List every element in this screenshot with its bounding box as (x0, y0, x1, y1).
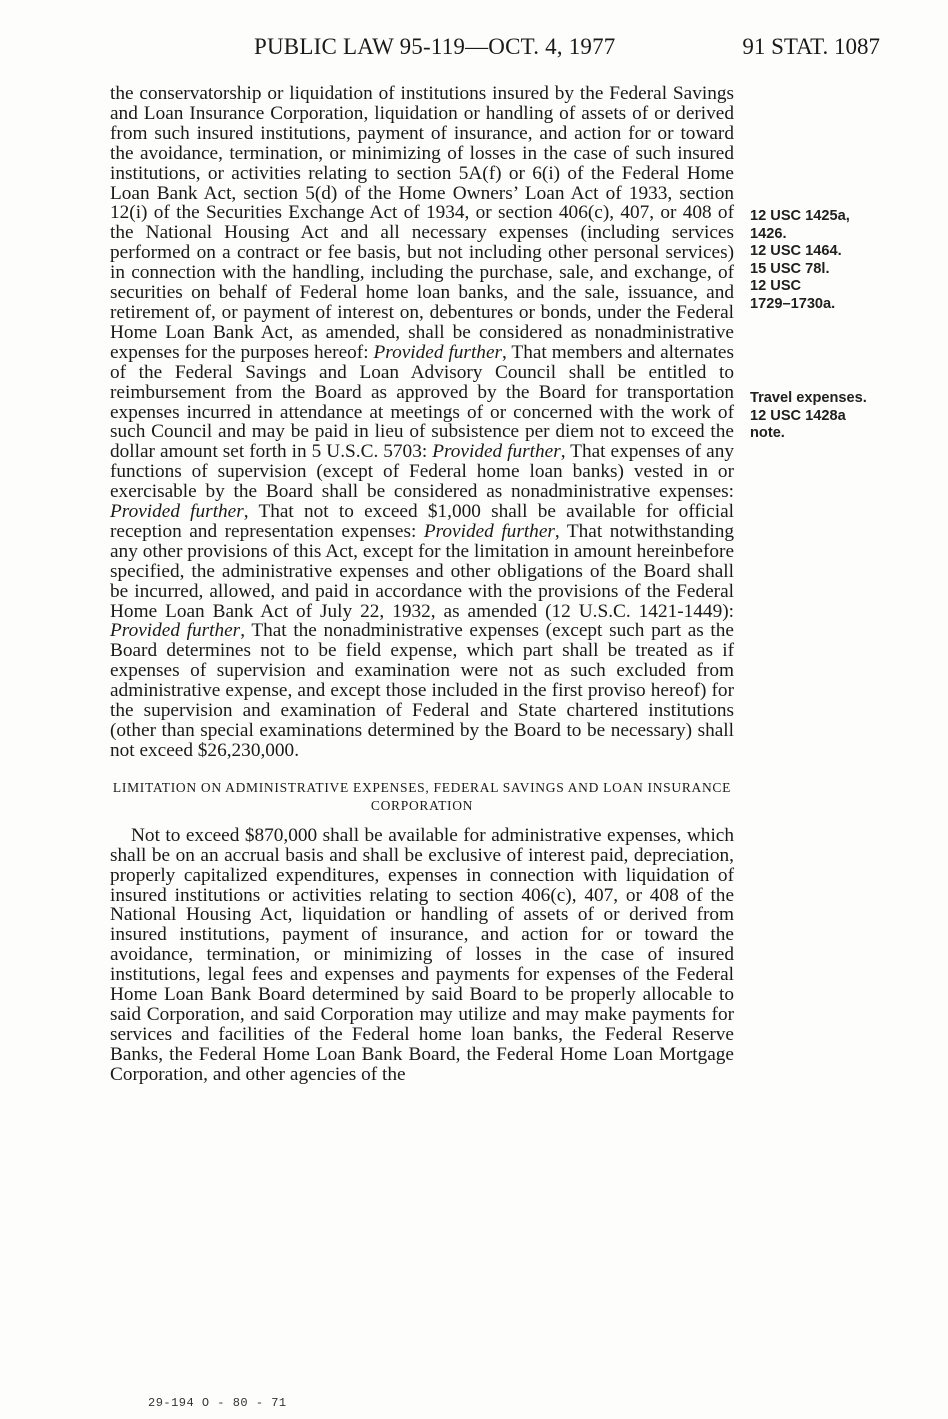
margin-note-line: 12 USC (750, 278, 802, 294)
text-run: , That the nonadministrative expenses (except such part as the Board determines not to be field expense, which part shall be treated as if expenses of supervision and examination were not as such excluded from administrative expense, and except those included in the first proviso hereof) for the supervision and examination of Federal and State chartered institutions (other than special examinations determined by the Board to be necessary) shall not exceed $26,230,000. (110, 620, 734, 761)
proviso-phrase: Provided further (373, 341, 502, 363)
text-run: , That notwithstanding any other provisions of this Act, except for the limitation in amount hereinbefore specified, the administrative expenses and other obligations of the Board shall be incurred, allowed, and paid in accordance with the provisions of the Federal Home Loan Bank Act of July 22, 1932, as amended (12 U.S.C. 1421-1449): (110, 520, 734, 622)
page-header-title: PUBLIC LAW 95-119—OCT. 4, 1977 (254, 34, 616, 59)
margin-note-line: 1426. (750, 225, 787, 242)
section-heading: LIMITATION ON ADMINISTRATIVE EXPENSES, FEDERAL SAVINGS AND LOAN INSURANCE CORPORATION (112, 779, 732, 813)
text-run: , That members and alternates of the Federal Savings and Loan Advisory Council shall be entitled to reimbursement from the Board as approved by the Board for transportation expenses incurred in attendance at meetings of or concerned with the work of such Council and may be paid in lieu of subsistence per diem not to exceed the dollar amount set forth in 5 U.S.C. 5703: (110, 341, 734, 463)
margin-note-line: 12 USC 1464. (750, 243, 842, 259)
text-run: the conservatorship or liquidation of institutions insured by the Federal Savings and Loan Insurance Corporation, liquidation or handling of assets of or derived from such insured institutions, payment of insurance, and action for or toward the avoidance, termination, or minimizing of losses in the case of such insured institutions, or activities relating to section 5A(f) or 6(i) of the Federal Home Loan Bank Act, section 5(d) of the Home Owners’ Loan Act of 1933, section 12(i) of the Securities Exchange Act of 1934, or section 406(c), 407, or 408 of the National Housing Act and all necessary expenses (including services performed on a contract or fee basis, but not including other personal services) in connection with the handling, including the purchase, sale, and exchange, of securities on behalf of Federal home loan banks, and the sale, issuance, and retirement of, or payment of interest on, debentures or bonds, under the Federal Home Loan Bank Act, as amended, shall be considered as nonadministrative expenses for the purposes hereof: (110, 83, 734, 363)
text-run: , That not to exceed $1,000 shall be available for official reception and representation expenses: (110, 501, 734, 542)
proviso-phrase: Provided further (110, 501, 244, 523)
margin-note-line: 15 USC 78l. (750, 260, 830, 277)
proviso-phrase: Provided further (110, 620, 241, 642)
margin-note-line: Travel expenses. (750, 390, 867, 406)
margin-note-line: 12 USC 1425a, (750, 208, 850, 224)
page-header-statute-ref: 91 STAT. 1087 (742, 34, 880, 59)
margin-note-line: 12 USC 1428a (750, 407, 846, 424)
margin-note-travel-expenses (750, 390, 867, 443)
footer-print-code: 29-194 O - 80 - 71 (148, 1396, 287, 1410)
margin-note-line: 1729–1730a. (750, 295, 836, 312)
proviso-phrase: Provided further (423, 520, 555, 542)
margin-note-line: note. (750, 425, 785, 441)
body-text-column (110, 84, 734, 1085)
body-paragraph-2: Not to exceed $870,000 shall be available for administrative expenses, which shall be on an accrual basis and shall be exclusive of interest paid, depreciation, properly capitalized expenditures, expenses in connection with liquidation of insured institutions or activities relating to section 406(c), 407, or 408 of the National Housing Act, liquidation or handling of assets of or derived from insured institutions, payment of insurance, and action for or toward the avoidance, termination, or minimizing of losses in the case of insured institutions, legal fees and expenses and payments for expenses of the Federal Home Loan Bank Board determined by said Board to be properly allocable to said Corporation, and said Corporation may utilize and may make payments for services and facilities of the Federal home loan banks, the Federal Reserve Banks, the Federal Home Loan Bank Board, the Federal Home Loan Mortgage Corporation, and other agencies of the (110, 824, 734, 1085)
body-paragraph-1 (110, 84, 734, 761)
margin-note-citations (750, 208, 850, 313)
text-run: , That expenses of any functions of supervision (except of Federal home loan banks) vested in or exercisable by the Board shall be considered as nonadministrative expenses: (110, 441, 735, 503)
proviso-phrase: Provided further (432, 441, 561, 463)
